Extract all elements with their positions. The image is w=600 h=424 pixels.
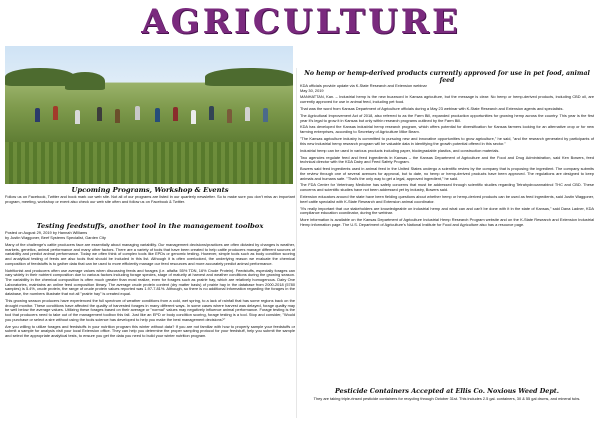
pesticide-body: They are taking triple-rinsed pesticide containers for recycling through October 31st. This includes 2.5 gal. containers, 30 & 55 gal drums, and mineral tubs. xyxy=(313,395,581,401)
hemp-paragraph: "It's really important that our stakeholders are knowledgeable on industrial hemp and what can and can't be done with it in the state of Kansas," said Dana Ladner, KDA compliance education coordinator, during the webinar. xyxy=(300,205,594,216)
upcoming-heading: Upcoming Programs, Workshop & Events xyxy=(71,186,229,194)
hemp-source: KDA officials provide update via K-State Research and Extension webinar xyxy=(300,83,427,88)
hemp-paragraph: MANHATTAN, Kan. – Industrial hemp is the new buzzword in Kansas agriculture, but the message is clear: No hemp or hemp-derived products, including CBD oil, are currently approved for use in animal feed, including pet food. xyxy=(300,94,594,105)
hemp-paragraph: That was the word from Kansas Department of Agriculture officials during a May 23 webinar with K-State Research and Extension agents and specialists. xyxy=(300,106,564,111)
testing-article xyxy=(5,222,295,341)
pesticide-section xyxy=(300,388,594,403)
hemp-paragraph: Bowers said feed ingredients used in animal feed in the United States undergo a scientific review by the company that is proposing the ingredient. The company submits the review through one of several avenues for approval, but to date, no hemp or hemp-derived products have been approved. The regulations are designed to keep animals and humans safe. "That's the only way to get a legal, approved ingredient," he said. xyxy=(300,166,594,181)
hemp-paragraph: The Agricultural Improvement Act of 2018, also referred to as the Farm Bill, expanded production opportunities for growing hemp across the country. This year is the first year it's legal to grow it in Kansas but only within research programs outlined by the Farm Bill. xyxy=(300,112,594,123)
hemp-heading: No hemp or hemp-derived products currently approved for use in pet food, animal feed xyxy=(304,70,590,84)
testing-byline: by Justin Waggoner, Beef Systems Specialist, Garden City xyxy=(5,234,106,240)
hemp-paragraph: More information is available on the Kansas Department of Agriculture Industrial Hemp Research Program website and on the K-State Research and Extension Industrial Hemp information page. The U.S. Department of Agriculture's National Institute for Food and Agriculture also has a resource page. xyxy=(300,217,594,227)
testing-heading: Testing feedstuffs, another tool in the management toolbox xyxy=(36,222,264,230)
column-divider xyxy=(296,68,297,418)
testing-paragraph: Are you willing to utilize forages and feedstuffs in your nutrition program this winter without data? If you are not familiar with how to properly sample your feedstuffs or submit a sample for analysis visit your local Extension office. They can help you determine the proper sampling protocol for your feedstuff, help you submit the sample and select the appropriate analytical tests, to ensure you get the data you need to build your winter nutrition program. xyxy=(5,323,295,339)
testing-paragraph: This growing season producers have experienced the full spectrum of weather conditions from a cold, wet spring, to a lack of rainfall that has some regions back on the drought monitor. These conditions have affected the quality of harvested forages in many different ways. In some cases where harvest was delayed, forage quality may be well below the average values. Utilizing these forages based on their average or "normal" values may negatively influence animal performance. Forage testing is the tool that producers need to take out of the management toolbox this fall. Just like an EPD or body condition scoring, forage testing is a tool. Stop and consider, "Would you purchase or select a sire without using the tools science has developed to help you make the best management decisions?" xyxy=(5,298,295,322)
right-column xyxy=(300,70,594,227)
field-tour-photo xyxy=(5,46,293,184)
hemp-paragraph: "The Kansas agriculture industry is committed to pursuing new and innovative opportunities to grow agriculture," he said, "and the research generated by participants of this new industrial hemp research program will be valuable data in identifying the growth potential offered in this sector." xyxy=(300,136,594,146)
hemp-paragraph: Two agencies regulate feed and feed ingredients in Kansas – the Kansas Department of Agriculture and the Food and Drug Administration, said Ken Bowers, feed technical director with the KDA Dairy and Feed Safety Program. xyxy=(300,154,594,165)
hemp-article xyxy=(300,84,594,230)
pesticide-heading: Pesticide Containers Accepted at Ellis Co. Noxious Weed Dept. xyxy=(335,387,559,395)
hemp-paragraph: The FDA Center for Veterinary Medicine has safety concerns that must be addressed through scientific studies regarding Tetrahydrocannabinol THC and CBD. These concerns and scientific studies have not been addressed yet by industry, Bowers said. xyxy=(300,182,594,193)
masthead xyxy=(0,0,600,44)
upcoming-section xyxy=(5,186,295,207)
masthead-title: AGRICULTURE xyxy=(141,2,461,42)
hemp-paragraph: Extension educators around the state have been fielding questions about whether hemp or hemp-derived products can be used as feed ingredients, said Justin Waggoner, beef cattle specialist with K-State Research and Extension animal coordinator. xyxy=(300,194,594,204)
testing-paragraph: Nutritionist and producers often use average values when discussing feeds and forages (i.e. alfalfa: 55% TDN, 16% Crude Protein). Feedstuffs, especially forages can vary widely in their nutrient composition due to various factors including forage species, stage of maturity at harvest and weather conditions during the growing season. The variability in the chemical composition is often much greater than most realize, even for forages such as prairie hay, which are relatively homogenous. Dairy One Laboratories, maintains an online feed composition library. The average crude protein content (dry matter basis) of prairie hay in the database from 2000-2018 (5780 samples) is 5.4%, crude protein, the range of crude protein values reported was 1.97-7.81%. Although, so there is no additional information regarding the forages in the database, the numbers illustrate that not all "prairie hay" is created equal. xyxy=(5,267,295,297)
hemp-paragraph: KDA has developed the Kansas industrial hemp research program, which offers potential for diversification for Kansas farmers looking for an alternative crop or for new farming enterprises, according to Secretary of Agriculture Mike Beam. xyxy=(300,124,594,135)
testing-posted: Posted on August 29, 2019 by Hannah Williams xyxy=(5,230,88,235)
upcoming-body: Follow us on Facebook, Twitter and book mark our web site. Not all of our programs are listed in our quarterly newsletter. So to make sure you don't miss an important program, meeting, workshop or event also check our web site often and follow us on Facebook & Twitter. xyxy=(5,194,295,204)
testing-paragraph: Many of the challenge's cattle producers face are essentially about managing variability. Our management decisions/practices are often dictated by changes is weather, markets, genetics, animal performance and many other factors. There are a variety of tools that have been created to help cattle producers manage different sources of variability and predict animal performance. Today we often think of complex tools like EPDs or genomic testing. However, simple tools such as body condition scoring and analytical testing of feeds are also tools that should be included in this list. Although it is often overlooked, the underlying reason we evaluate the chemical composition of feedstuffs is to gather data that can be used to more efficiently manage our feed resources and more accurately predict animal performance. xyxy=(5,241,295,266)
hemp-date: May 30, 2019 xyxy=(300,87,324,93)
hemp-paragraph: Industrial hemp can be used in various products including paper, biodegradable plastics, and construction materials. xyxy=(300,147,500,153)
